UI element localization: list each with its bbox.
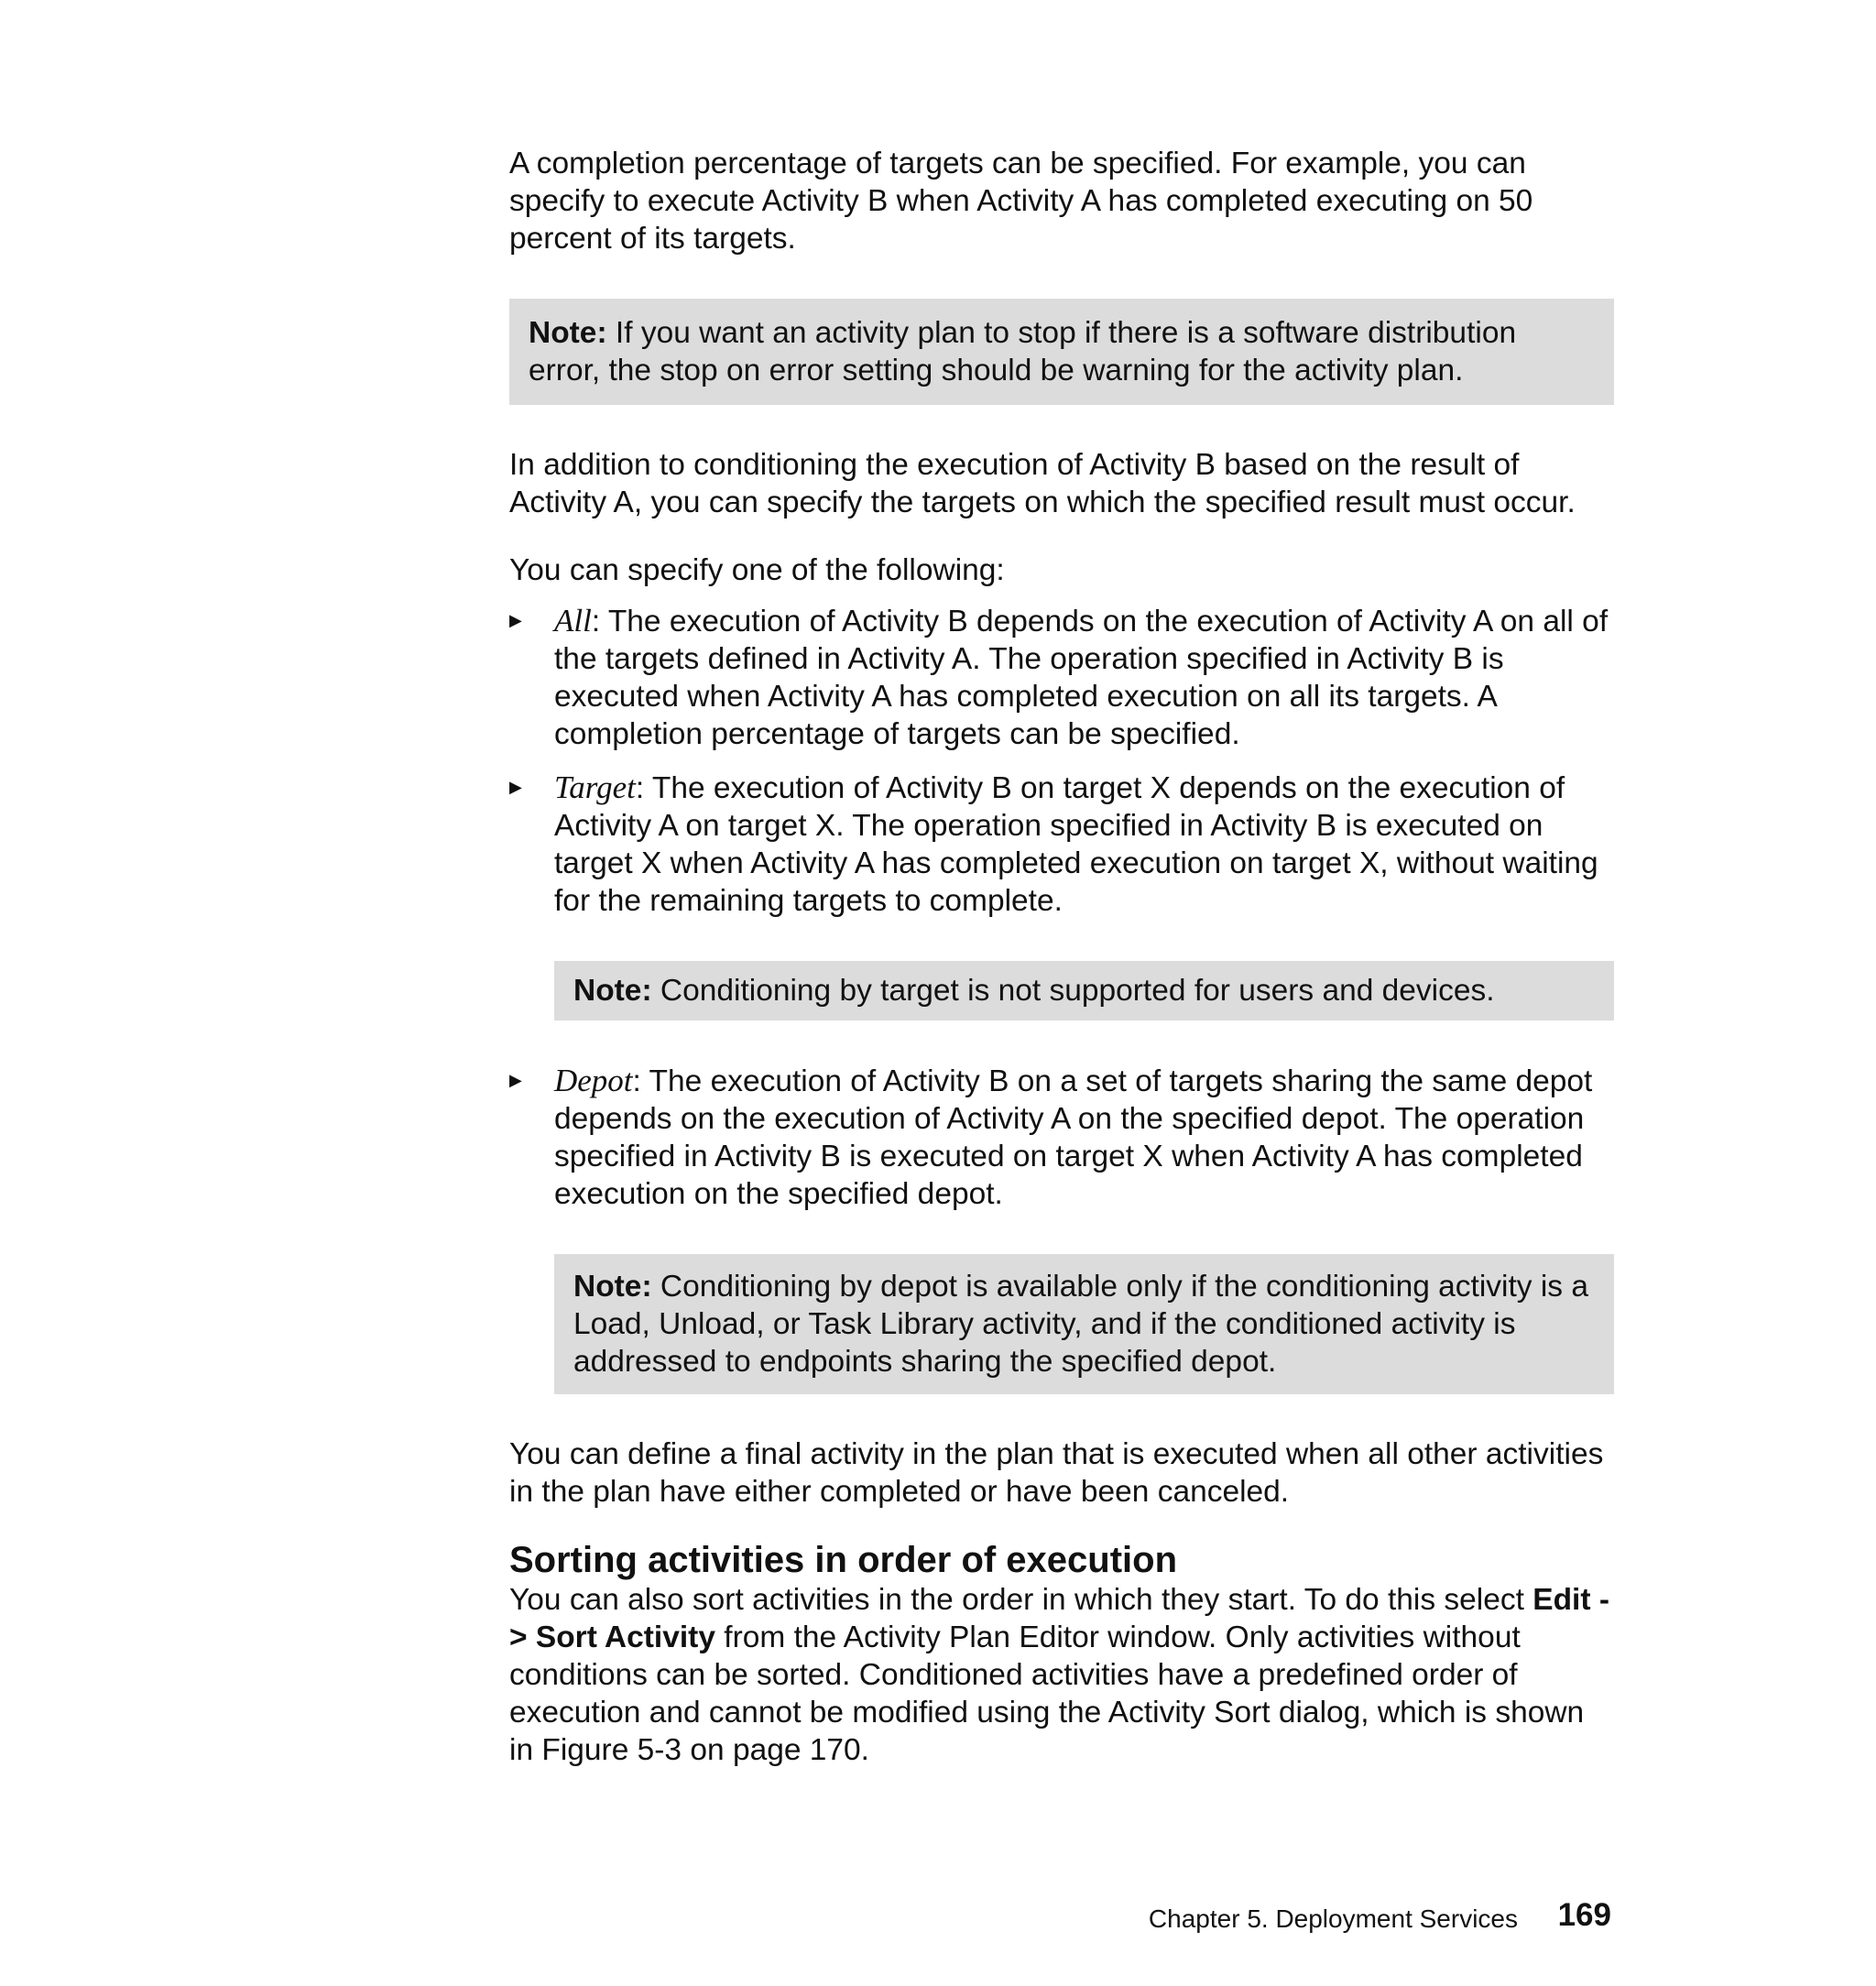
sorting-text-end: from the Activity Plan Editor window. Only activities without conditions can be sorted. Conditioned activities have a predefined order of execution and cannot be modified using the Activity Sort dialog, which is shown in Figure 5-3 on page 170.	[509, 1620, 1585, 1767]
intro-paragraph: A completion percentage of targets can be specified. For example, you can specify to execute Activity B when Activity A has completed executing on 50 percent of its targets.	[509, 147, 1533, 256]
page-content	[509, 145, 1614, 1769]
page-footer	[1148, 1896, 1614, 1937]
note-label: Note:	[573, 974, 652, 1008]
sorting-paragraph	[509, 1581, 1614, 1769]
chapter-title: Chapter 5. Deployment Services	[1148, 1904, 1518, 1933]
note-box-stop-on-error	[509, 299, 1614, 405]
sorting-text-start: You can also sort activities in the order in which they start. To do this select	[509, 1583, 1533, 1617]
final-activity-paragraph: You can define a final activity in the plan that is executed when all other activities in the plan have either completed or have been canceled.	[509, 1437, 1604, 1509]
term-target: Target	[554, 769, 636, 805]
note-box-target	[554, 961, 1614, 1020]
options-intro-paragraph: You can specify one of the following:	[509, 553, 1005, 587]
condition-options-list-continued	[509, 1062, 1614, 1213]
bullet-arrow-icon: ▶	[509, 611, 522, 629]
condition-options-list	[509, 602, 1614, 920]
note-text: Conditioning by target is not supported for users and devices.	[651, 974, 1495, 1008]
note-label: Note:	[529, 316, 607, 350]
section-heading: Sorting activities in order of execution	[509, 1540, 1178, 1580]
bullet-arrow-icon: ▶	[509, 778, 522, 796]
list-item-text: : The execution of Activity B on a set of targets sharing the same depot depends on the execution of Activity A on the specified depot. The operation specified in Activity B is executed on target X when Activity A has completed execution on the specified depot.	[554, 1064, 1593, 1211]
list-item-all	[509, 602, 1614, 753]
note-text: If you want an activity plan to stop if there is a software distribution error, the stop on error setting should be warning for the activity plan.	[529, 316, 1517, 387]
note-text: Conditioning by depot is available only if the conditioning activity is a Load, Unload, or Task Library activity, and if the conditioned activity is addressed to endpoints sharing the specified depot.	[573, 1270, 1588, 1379]
menu-path: Edit -> Sort Activity	[509, 1583, 1609, 1654]
note-label: Note:	[573, 1270, 652, 1304]
term-depot: Depot	[554, 1063, 633, 1098]
conditioning-paragraph: In addition to conditioning the execution of Activity B based on the result of Activity A, you can specify the targets on which the specified result must occur.	[509, 448, 1576, 519]
bullet-arrow-icon: ▶	[509, 1071, 522, 1089]
list-item-depot	[509, 1062, 1614, 1213]
note-box-depot	[554, 1254, 1614, 1394]
list-item-text: : The execution of Activity B on target X depends on the execution of Activity A on target X. The operation specified in Activity B is executed on target X when Activity A has completed execution on target X, without waiting for the remaining targets to complete.	[554, 771, 1598, 918]
page-number: 169	[1557, 1897, 1611, 1933]
list-item-target	[509, 769, 1614, 920]
term-all: All	[554, 603, 592, 638]
list-item-text: : The execution of Activity B depends on the execution of Activity A on all of the targets defined in Activity A. The operation specified in Activity B is executed when Activity A has completed execution on all its targets. A completion percentage of targets can be specified.	[554, 605, 1609, 751]
